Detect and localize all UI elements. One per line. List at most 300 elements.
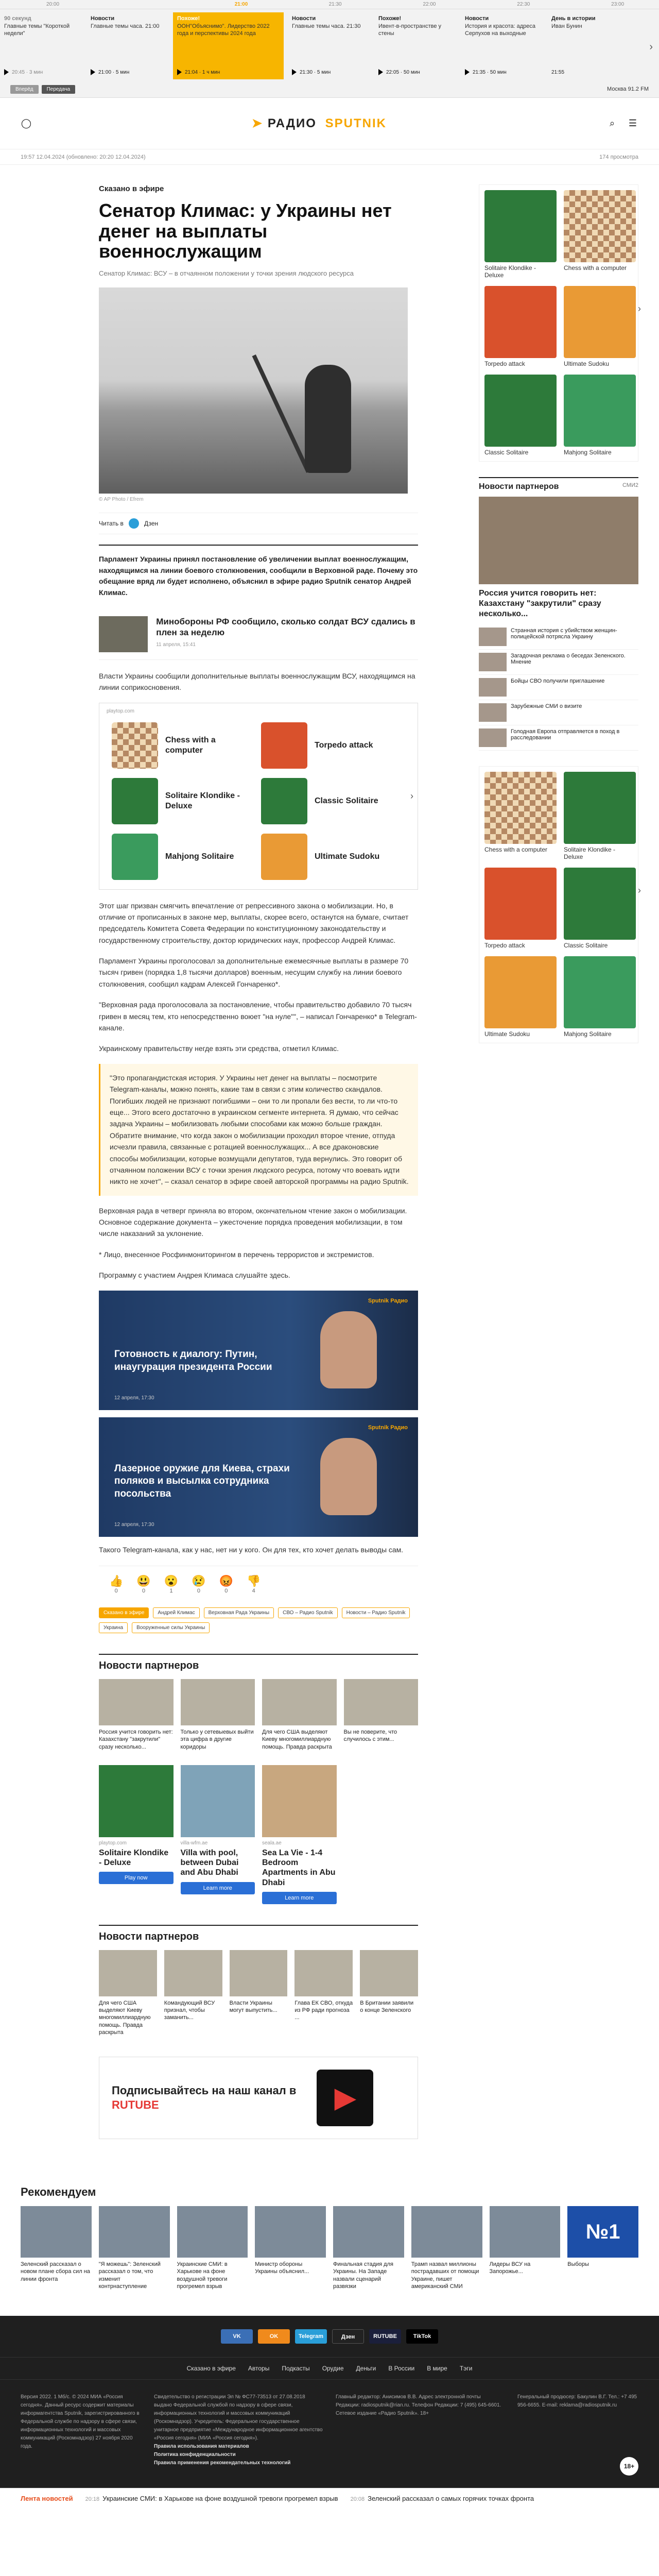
play-icon[interactable] <box>292 69 297 75</box>
article-column <box>99 165 418 2170</box>
game-name: Chess with a computer <box>564 264 627 272</box>
search-icon[interactable]: ⌕ <box>609 117 615 128</box>
ticker-label[interactable]: Лента новостей <box>21 2495 73 2503</box>
article-paragraph: "Верховная рада проголосовала за постановление, чтобы правительство добавило 70 тысяч гривен в месяц тем, кто непосредственно воюет "на нуле"", – написал Гончаренко* в Telegram-канале. <box>99 1001 417 1032</box>
program-card[interactable] <box>86 12 169 79</box>
solitaire-icon <box>484 375 557 447</box>
vk-icon[interactable]: VK <box>221 2329 253 2344</box>
program-title: День в истории <box>551 15 596 22</box>
footer-nav-link[interactable]: В России <box>388 2365 415 2372</box>
tag[interactable]: Верховная Рада Украины <box>204 1607 274 1618</box>
timeline-tick: 22:30 <box>517 2 530 7</box>
footer-col-registration <box>154 2393 323 2467</box>
play-icon[interactable] <box>378 69 383 75</box>
footer-nav-link[interactable]: Тэги <box>459 2365 473 2372</box>
video-speaker-image <box>320 1311 377 1388</box>
sidebar-news-title: Новости партнеров <box>479 482 559 491</box>
dzen-icon[interactable] <box>129 518 139 529</box>
game-name: Torpedo attack <box>315 740 373 750</box>
torpedo-icon <box>484 868 557 940</box>
thumbs-down-icon: 👎 <box>247 1574 261 1588</box>
footer-col-copyright: Версия 2022. 1 Мб/с. © 2024 МИА «Россия сегодня». Данный ресурс содержит материалы информагентства Sputnik, зарегистрированного в Федеральной службе по надзору в сфере связи, информационных технологий и массовых коммуникаций (Роскомнадзор) 27 ноября 2020 года. <box>21 2394 140 2450</box>
recommended-image <box>99 2206 170 2258</box>
partner-news-item[interactable] <box>99 1950 157 2036</box>
telegram-icon[interactable]: Telegram <box>295 2329 327 2344</box>
reaction-count: 0 <box>142 1588 146 1595</box>
frequency-label: Москва 91.2 FM <box>607 86 649 92</box>
radio-schedule-strip <box>0 0 659 98</box>
apartment-image <box>262 1765 337 1837</box>
partner-text: Только у сетевыевых выйти эта цифра в другие коридоры <box>180 1729 254 1750</box>
chess-icon <box>484 772 557 844</box>
recommended-item[interactable] <box>411 2206 482 2290</box>
mahjong-icon <box>564 375 636 447</box>
recommended-image <box>21 2206 92 2258</box>
tag-list <box>99 1607 418 1633</box>
rutube-brand: RUTUBE <box>112 2098 159 2112</box>
thumbs-up-icon: 👍 <box>109 1574 124 1588</box>
share-row <box>99 513 418 534</box>
game-tile[interactable] <box>484 956 557 1038</box>
game-name: Chess with a computer <box>484 846 548 853</box>
news-text: Голодная Европа отправляется в поход в расследовании <box>511 728 620 741</box>
program-meta: 21:30 · 5 мин <box>300 69 331 75</box>
partner-image <box>99 1679 174 1725</box>
game-name: Mahjong Solitaire <box>165 852 234 861</box>
ticker-time: 20:18 <box>85 2496 100 2503</box>
rutube-text <box>112 2083 296 2113</box>
game-name: Ultimate Sudoku <box>315 852 380 861</box>
footer-legal-link[interactable]: Правила использования материалов <box>153 2444 249 2450</box>
news-thumbnail <box>479 703 507 722</box>
sidebar-games-ad <box>479 766 641 1043</box>
sidebar-news-item[interactable] <box>479 624 638 650</box>
program-card[interactable] <box>288 12 370 79</box>
program-text: Главные темы часа. 21:00 <box>91 23 160 29</box>
recommended-title: Рекомендуем <box>21 2185 96 2199</box>
partner-text: Власти Украины могут выпустить... <box>229 1999 278 2013</box>
rutube-icon[interactable]: RUTUBE <box>369 2329 401 2344</box>
article-paragraph: Этот шаг призван смягчить впечатление от репрессивного закона о мобилизации. Но, в отличие от прописанных в законе мер, выплаты, скорее всего, останутся на бумаге, считает председатель Комитета Совета Федерации по конституционному законодательству и государственному строительству, доктор юридических наук, профессор Андрей Климас. <box>99 901 409 944</box>
ticker-item[interactable] <box>351 2495 534 2502</box>
chevron-right-icon[interactable]: › <box>638 885 641 895</box>
program-text: Иван Бунин <box>551 23 582 29</box>
program-meta: 21:00 · 5 мин <box>98 69 130 75</box>
share-target[interactable]: Дзен <box>144 519 159 527</box>
smi2-label[interactable]: СМИ2 <box>622 482 638 488</box>
timeline-tick: 21:00 <box>234 2 248 7</box>
partner-news-item[interactable] <box>294 1950 353 2036</box>
reactions-bar <box>99 1566 418 1602</box>
news-thumbnail <box>479 728 507 747</box>
article-paragraph: Украинскому правительству негде взять эти средства, отметил Климас. <box>99 1044 339 1053</box>
partner-image <box>360 1950 418 1996</box>
game-tile[interactable] <box>564 375 636 456</box>
game-tile[interactable] <box>484 868 557 949</box>
program-text: Ивент-в-пространстве у стены <box>378 23 441 37</box>
article-dates: 19:57 12.04.2024 (обновлено: 20:20 12.04.2024) <box>21 154 146 160</box>
program-title: Новости <box>91 15 115 22</box>
ok-icon[interactable]: OK <box>258 2329 290 2344</box>
game-tile[interactable] <box>564 190 636 279</box>
age-rating-badge: 18+ <box>620 2457 638 2476</box>
solitaire-icon <box>261 778 307 824</box>
video-player[interactable] <box>99 1417 418 1537</box>
reaction-button[interactable] <box>164 1574 178 1594</box>
news-image <box>479 497 638 584</box>
image-caption: © AP Photo / Efrem <box>99 496 144 502</box>
program-title: Похоже! <box>378 15 402 22</box>
program-text: ООН"Объяснимо". Лидерство 2022 года и перспективы 2024 года <box>177 23 270 37</box>
game-tile[interactable] <box>261 834 400 880</box>
partner-ad[interactable] <box>181 1765 255 1904</box>
video-title: Готовность к диалогу: Путин, инаугурация президента России <box>114 1349 272 1372</box>
partners-title: Новости партнеров <box>99 1925 418 1943</box>
footer-nav-link[interactable]: Авторы <box>248 2365 270 2372</box>
menu-icon[interactable]: ☰ <box>628 117 637 128</box>
number-one-badge: №1 <box>567 2206 638 2258</box>
reaction-button[interactable] <box>219 1574 233 1594</box>
angry-icon: 😡 <box>219 1574 234 1588</box>
reaction-button[interactable] <box>192 1574 205 1594</box>
footer-navigation <box>0 2357 659 2380</box>
ad-source: seala.ae <box>262 1840 282 1846</box>
game-tile[interactable] <box>484 286 557 367</box>
program-card[interactable] <box>0 12 82 79</box>
partner-news-item[interactable] <box>230 1950 288 2036</box>
recommended-text: Министр обороны Украины объяснил... <box>255 2261 309 2275</box>
ad-title: Sea La Vie - 1-4 Bedroom Apartments in Abu Dhabi <box>262 1848 336 1887</box>
program-meta: 21:35 · 50 мин <box>473 69 507 75</box>
ticker-text: Украинские СМИ: в Харькове на фоне воздушной тревоги прогремел взрыв <box>102 2495 338 2503</box>
dzen-icon[interactable]: Дзен <box>332 2329 364 2344</box>
partner-ads-grid <box>99 1765 418 1904</box>
partner-news-item[interactable] <box>164 1950 222 2036</box>
chevron-right-icon[interactable]: › <box>410 790 413 801</box>
sidebar-news-item[interactable] <box>479 725 638 751</box>
news-text: Бойцы СВО получили приглашение <box>511 678 605 684</box>
article-paragraph: Парламент Украины проголосовал за дополнительные ежемесячные выплаты в размере 70 тысяч гривен (порядка 1,8 тысячи долларов) военным, несущим службу на линии боевого столкновения, сообщил кадрам Алексей Гончаренко*. <box>99 957 409 988</box>
recommended-text: Лидеры ВСУ на Запорожье... <box>489 2261 531 2275</box>
recommended-item[interactable] <box>490 2206 561 2290</box>
game-tile[interactable] <box>564 956 636 1038</box>
ticker-item[interactable] <box>85 2495 338 2502</box>
news-text: Странная история с убийством женщин-полицейской потрясла Украину <box>511 628 617 640</box>
footer-nav-link[interactable]: Орудие <box>322 2365 344 2372</box>
footer-legal-link[interactable]: Политика конфиденциальности <box>153 2452 236 2458</box>
tag[interactable]: Украина <box>99 1622 128 1633</box>
sidebar-news-main[interactable] <box>479 497 638 619</box>
partner-image <box>181 1679 255 1725</box>
program-card[interactable] <box>547 12 630 79</box>
program-text: Главные темы "Короткой недели" <box>4 23 70 37</box>
partner-image <box>230 1950 288 1996</box>
recommended-item[interactable] <box>333 2206 404 2290</box>
footer-nav-link[interactable]: Сказано в эфире <box>186 2365 236 2372</box>
game-name: Mahjong Solitaire <box>564 1030 612 1038</box>
footer-nav-link[interactable]: Деньги <box>356 2365 376 2372</box>
game-name: Torpedo attack <box>484 942 525 949</box>
partner-news-item[interactable] <box>344 1679 419 1751</box>
torpedo-icon <box>261 722 307 769</box>
news-text: Зарубежные СМИ о визите <box>511 703 582 709</box>
game-name: Classic Solitaire <box>315 796 378 805</box>
program-button[interactable]: Передача <box>42 85 76 94</box>
game-tile[interactable] <box>261 722 400 769</box>
news-thumbnail <box>479 678 507 697</box>
program-list <box>0 9 659 81</box>
mahjong-icon <box>112 834 158 880</box>
partner-text: Глава ЕК СВО, откуда из РФ ради прогноза ... <box>294 1999 353 2021</box>
radio-controls <box>0 81 659 97</box>
registration-text: Свидетельство о регистрации Эл № ФС77-73513 от 27.08.2018 выдано Федеральной службой по надзору в сфере связи, информационных технологий и массовых коммуникаций (Роскомнадзор). Учредитель: Федеральное государственное унитарное предприятие «Международное информационное агентство «Россия сегодня» (МИА «Россия сегодня»). <box>153 2394 323 2442</box>
related-title[interactable]: Минобороны РФ сообщило, сколько солдат ВСУ сдались в плен за неделю <box>156 616 415 637</box>
ad-title: Solitaire Klondike - Deluxe <box>99 1848 169 1868</box>
partner-text: Вы не поверите, что случилось с этим... <box>343 1729 397 1743</box>
game-tile[interactable] <box>484 772 557 860</box>
chevron-right-icon[interactable]: › <box>649 41 653 53</box>
partner-news-item[interactable] <box>360 1950 418 2036</box>
partner-text: Россия учится говорить нет: Казахстану "закрутили" сразу несколько... <box>99 1729 173 1750</box>
recommended-item[interactable] <box>21 2206 92 2290</box>
partner-news-item[interactable] <box>262 1679 337 1751</box>
partner-news-item[interactable] <box>181 1679 255 1751</box>
sidebar-partner-news <box>479 477 638 751</box>
program-text: Главные темы часа. 21:30 <box>292 23 361 29</box>
play-icon[interactable] <box>177 69 182 75</box>
game-tile[interactable] <box>112 834 251 880</box>
user-icon[interactable]: ◯ <box>21 117 32 128</box>
play-icon[interactable] <box>4 69 9 75</box>
game-name: Torpedo attack <box>484 360 525 367</box>
rutube-logo-icon: ▶ <box>317 2070 373 2126</box>
recommended-text: Выборы <box>567 2261 589 2268</box>
ticker-time: 20:08 <box>350 2496 365 2503</box>
program-text: История и красота: адреса Серпухов на выходные <box>465 23 535 37</box>
sidebar-games-ad <box>479 184 641 462</box>
recommended-item[interactable] <box>177 2206 248 2290</box>
sudoku-icon <box>261 834 307 880</box>
news-title: Россия учится говорить нет: Казахстану "закрутили" сразу несколько... <box>479 589 601 618</box>
video-date: 12 апреля, 17:30 <box>114 1521 154 1528</box>
sidebar-news-item[interactable] <box>479 700 638 725</box>
logo-radio: РАДИО <box>267 116 317 130</box>
footer-legal-link[interactable]: Правила применения рекомендательных технологий <box>153 2460 291 2466</box>
game-name: Solitaire Klondike - Deluxe <box>165 791 240 810</box>
footnote: * Лицо, внесенное Росфинмониторингом в перечень террористов и экстремистов. <box>99 1250 374 1259</box>
partner-text: Командующий ВСУ признал, чтобы заманить... <box>164 1999 215 2021</box>
recommended-item[interactable] <box>99 2206 170 2290</box>
partner-news-grid <box>99 1679 418 1751</box>
reaction-button[interactable] <box>247 1574 261 1594</box>
partner-image <box>164 1950 222 1996</box>
forward-button[interactable]: Вперёд <box>10 85 39 94</box>
partner-news-item[interactable] <box>99 1679 174 1751</box>
torpedo-icon <box>484 286 557 358</box>
article-quote: "Это пропагандистская история. У Украины нет денег на выплаты – посмотрите Telegram-каналы, можно понять, какие там в связи с этим количество скандалов. Погибших людей не признают погибшими – они то ли пропали без вести, то ли что-то еще... Этого всего достаточно в украинском сегменте интернета. Я думаю, что сейчас задача Украины – мобилизовать любыми способами как можно больше граждан. Обратите внимание, что когда закон о мобилизации проходил второе чтение, отпуда исчезли правила, связанные с ротацией военнослужащих... А все драконовские способы мобилизации, которые возмущали депутатов, туда вернулись. Это говорит об отчаянном положении ВСУ с точки зрения людского ресурса, потому что воевать идти никто не хочет", – сказал сенатор в эфире своей авторской программы на радио Sputnik. <box>99 1064 418 1196</box>
tiktok-icon[interactable]: TikTok <box>406 2329 438 2344</box>
footer-nav-link[interactable]: Подкасты <box>282 2365 310 2372</box>
site-logo[interactable] <box>32 116 606 131</box>
reaction-count: 1 <box>169 1588 173 1595</box>
article-hero-image <box>99 287 408 494</box>
tag[interactable]: Сказано в эфире <box>99 1607 149 1618</box>
program-title: 90 секунд <box>4 15 31 22</box>
views-count: 174 просмотра <box>599 154 638 160</box>
partner-image <box>262 1679 337 1725</box>
recommended-item[interactable] <box>255 2206 326 2290</box>
program-meta: 20:45 · 3 мин <box>12 69 43 75</box>
footer-nav-link[interactable]: В мире <box>427 2365 447 2372</box>
partner-image <box>344 1679 419 1725</box>
chess-icon <box>112 722 158 769</box>
video-date: 12 апреля, 17:30 <box>114 1395 154 1401</box>
game-tile[interactable] <box>112 722 251 769</box>
program-meta: 21:55 <box>551 70 565 75</box>
recommended-text: Трамп назвал миллионы пострадавших от помощи Украине, пишет американский СМИ <box>411 2261 479 2290</box>
timeline-tick: 23:00 <box>611 2 625 7</box>
rutube-prefix: Подписывайтесь на наш канал в <box>112 2083 297 2097</box>
program-card-active[interactable] <box>173 12 284 79</box>
game-tile[interactable] <box>564 286 636 367</box>
sad-icon: 😢 <box>192 1574 206 1588</box>
solitaire-icon <box>564 772 636 844</box>
ad-title: Villa with pool, between Dubai and Abu Dhabi <box>180 1848 239 1877</box>
play-icon[interactable] <box>91 69 95 75</box>
video-speaker-image <box>320 1438 377 1515</box>
game-name: Solitaire Klondike - Deluxe <box>564 846 616 860</box>
recommended-text: Зеленский рассказал о новом плане сбора сил на линии фронта <box>21 2261 90 2282</box>
timeline-tick: 21:30 <box>328 2 342 7</box>
ad-button[interactable]: Learn more <box>262 1892 337 1904</box>
sidebar <box>479 165 641 2170</box>
share-label: Читать в <box>99 519 124 527</box>
related-date: 11 апреля, 15:41 <box>156 642 196 648</box>
logo-mark-icon: ➤ <box>252 116 264 130</box>
game-tile[interactable] <box>484 190 557 279</box>
game-tile[interactable] <box>261 778 400 824</box>
timeline-tick <box>94 0 188 9</box>
video-title: Лазерное оружие для Киева, страхи поляков и высылка сотрудника посольства <box>114 1463 290 1499</box>
chevron-right-icon[interactable]: › <box>638 303 641 314</box>
program-title: Похоже! <box>177 15 200 22</box>
partner-text: Для чего США выделяют Киеву многомиллиардную помощь. Правда раскрыта <box>262 1729 332 1750</box>
telegram-note[interactable]: Такого Telegram-канала, как у нас, нет ни у кого. Он для тех, кто хочет делать выводы сам. <box>99 1545 404 1554</box>
sudoku-icon <box>564 286 636 358</box>
program-meta: 22:05 · 50 мин <box>386 69 420 75</box>
chess-icon <box>564 190 636 262</box>
ticker-text: Зеленский рассказал о самых горячих точках фронта <box>368 2495 534 2503</box>
sidebar-news-item[interactable] <box>479 650 638 675</box>
ad-source[interactable]: playtop.com <box>107 708 134 714</box>
solitaire-icon <box>112 778 158 824</box>
partner-image <box>99 1950 157 1996</box>
sidebar-news-header <box>479 477 638 492</box>
logo-sputnik: SPUTNIK <box>325 116 387 130</box>
article-title: Сенатор Климас: у Украины нет денег на выплаты военнослужащим <box>99 200 392 262</box>
game-tile[interactable] <box>564 772 636 860</box>
schedule-timeline <box>0 0 659 9</box>
hero-figure-shape <box>252 354 310 473</box>
solitaire-icon <box>99 1765 174 1837</box>
game-name: Mahjong Solitaire <box>564 449 612 456</box>
partner-text: Для чего США выделяют Киеву многомиллиардную помощь. Правда раскрыта <box>99 1999 151 2036</box>
partner-image <box>294 1950 353 1996</box>
site-header <box>0 98 659 149</box>
video-brand: Sputnik Радио <box>368 1297 408 1304</box>
tag[interactable]: Андрей Климас <box>153 1607 199 1618</box>
footer-col-ads: Генеральный продюсер: Бакулин В.Г. Тел.: +7 495 956-6655. E-mail: reklama@radiosputnik.ru <box>517 2394 637 2409</box>
solitaire-icon <box>484 190 557 262</box>
partner-ad[interactable] <box>262 1765 337 1904</box>
play-icon[interactable] <box>465 69 470 75</box>
partners-title: Новости партнеров <box>99 1654 418 1672</box>
recommended-image <box>177 2206 248 2258</box>
ad-button[interactable]: Play now <box>99 1872 174 1884</box>
news-thumbnail <box>479 653 507 671</box>
recommended-image <box>490 2206 561 2258</box>
recommended-image <box>411 2206 482 2258</box>
article-rubric[interactable]: Сказано в эфире <box>99 184 164 193</box>
game-name: Ultimate Sudoku <box>564 360 610 367</box>
article-lead: Сенатор Климас: ВСУ – в отчаянном положении у точки зрения людского ресурса <box>99 269 354 277</box>
program-card[interactable] <box>374 12 457 79</box>
tag[interactable]: Новости – Радио Sputnik <box>342 1607 410 1618</box>
games-ad-block <box>99 703 418 890</box>
sudoku-icon <box>484 956 557 1028</box>
video-player[interactable] <box>99 1291 418 1410</box>
news-text: Загадочная реклама о беседах Зеленского. Мнение <box>511 653 626 665</box>
game-tile[interactable] <box>112 778 251 824</box>
program-title: Новости <box>465 15 489 22</box>
recommended-grid <box>21 2206 638 2290</box>
surprise-icon: 😮 <box>164 1574 179 1588</box>
game-tile[interactable] <box>564 868 636 949</box>
laugh-icon: 😃 <box>136 1574 151 1588</box>
recommended-item[interactable] <box>567 2206 638 2290</box>
reaction-count: 0 <box>224 1588 228 1595</box>
tag[interactable]: Вооруженные силы Украины <box>132 1622 210 1633</box>
reaction-button[interactable] <box>136 1574 150 1594</box>
solitaire-icon <box>564 868 636 940</box>
program-card[interactable] <box>461 12 543 79</box>
timeline-tick: 20:00 <box>46 2 60 7</box>
mahjong-icon <box>564 956 636 1028</box>
sidebar-news-item[interactable] <box>479 675 638 700</box>
tag[interactable]: СВО – Радио Sputnik <box>278 1607 337 1618</box>
villa-image <box>181 1765 255 1837</box>
game-tile[interactable] <box>484 375 557 456</box>
rutube-banner[interactable] <box>99 2057 418 2139</box>
footer-legal <box>0 2380 659 2488</box>
lead-paragraph: Парламент Украины принял постановление об увеличении выплат военнослужащим, находящимся на линии боевого столкновения, сообщили в Верховной раде. Почему это обещание вряд ли будет исполнено, объяснил в эфире радио Sputnik сенатор Андрей Климас. <box>99 545 418 599</box>
game-name: Classic Solitaire <box>484 449 529 456</box>
game-name: Ultimate Sudoku <box>484 1030 530 1038</box>
program-note[interactable]: Программу с участием Андрея Климаса слушайте здесь. <box>99 1271 290 1280</box>
ad-button[interactable]: Learn more <box>181 1882 255 1894</box>
ad-source: villa-wfm.ae <box>180 1840 208 1846</box>
news-thumbnail <box>479 628 507 646</box>
partner-ad[interactable] <box>99 1765 174 1904</box>
reaction-button[interactable] <box>109 1574 123 1594</box>
related-article[interactable] <box>99 609 418 660</box>
reaction-count: 4 <box>252 1588 255 1595</box>
video-brand: Sputnik Радио <box>368 1424 408 1431</box>
recommended-text: Финальная стадия для Украины. На Западе назвали сценарий развязки <box>333 2261 393 2290</box>
recommended-image <box>255 2206 326 2258</box>
article-paragraph: Верховная рада в четверг приняла во втором, окончательном чтение закон о мобилизации. Основное содержание документа – ужесточение порядка проведения мобилизации, в том числе наказаний за уклонение. <box>99 1206 407 1238</box>
site-footer <box>0 2316 659 2488</box>
